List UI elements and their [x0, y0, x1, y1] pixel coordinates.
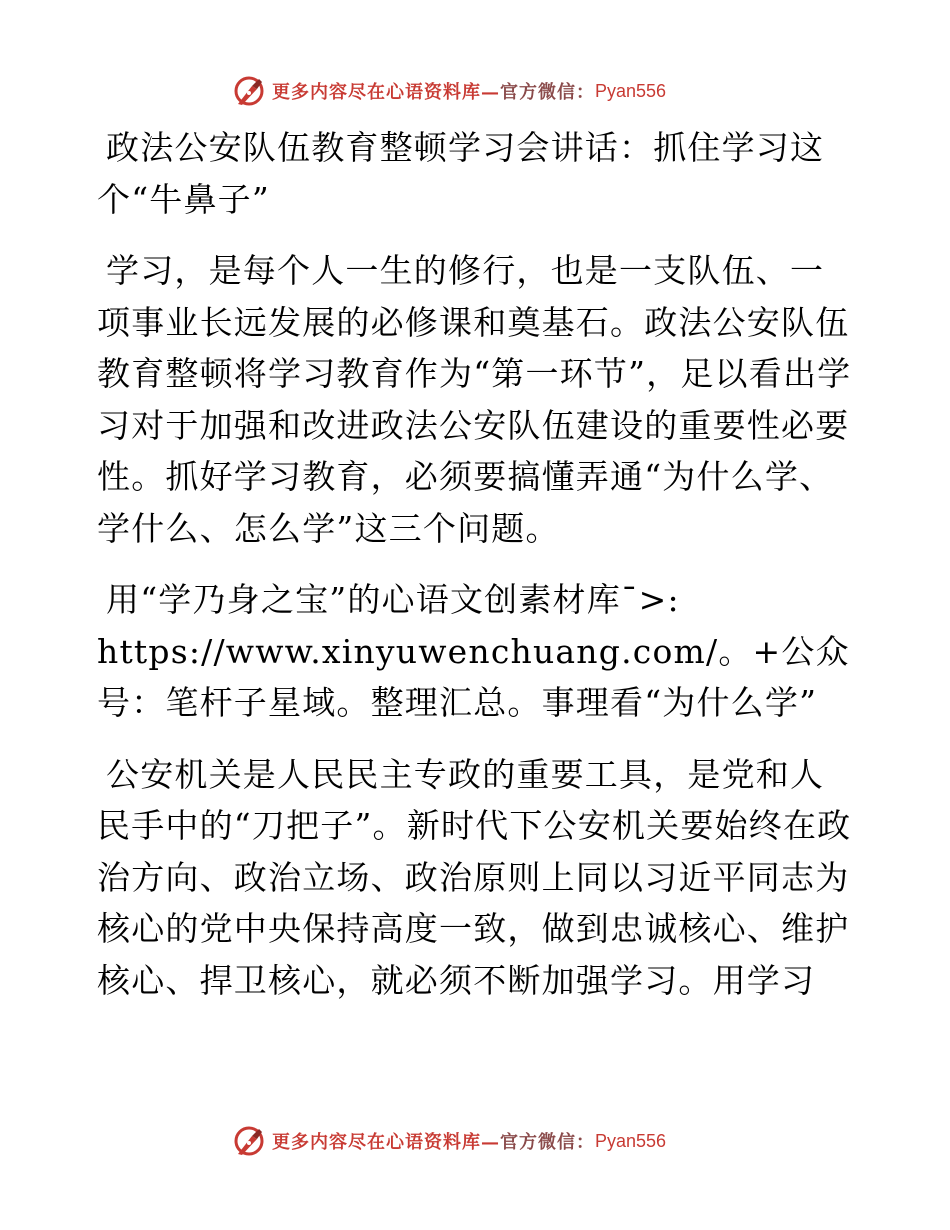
- pen-nib-logo-icon: [232, 74, 266, 108]
- banner-main-text: 更多内容尽在心语资料库—: [272, 1132, 500, 1153]
- banner-wechat-id: Pyan556: [595, 80, 667, 101]
- banner-wechat-label: 官方微信：: [500, 1132, 595, 1153]
- document-body: [97, 122, 857, 1006]
- banner-wechat-id: Pyan556: [595, 1130, 667, 1151]
- paragraph-3: 公安机关是人民民主专政的重要工具，是党和人民手中的“刀把子”。新时代下公安机关要始终在政治方向、政治立场、政治原则上同以习近平同志为核心的党中央保持高度一致，做到忠诚核心、维护核心、捍卫核心，就必须不断加强学习。用学习: [97, 754, 852, 1000]
- document-title: 政法公安队伍教育整顿学习会讲话：抓住学习这个“牛鼻子”: [97, 128, 825, 219]
- header-banner: [232, 73, 666, 109]
- footer-banner: [232, 1123, 666, 1159]
- banner-wechat-label: 官方微信：: [500, 82, 595, 103]
- paragraph-1: 学习，是每个人一生的修行，也是一支队伍、一项事业长远发展的必修课和奠基石。政法公安队伍教育整顿将学习教育作为“第一环节”，足以看出学习对于加强和改进政法公安队伍建设的重要性必要性。抓好学习教育，必须要搞懂弄通“为什么学、学什么、怎么学”这三个问题。: [97, 251, 852, 548]
- paragraph-2: 用“学乃身之宝”的心语文创素材库¯>: https://www.xinyuwenchuang.com/。+公众号：笔杆子星域。整理汇总。事理看“为什么学”: [97, 580, 850, 722]
- pen-nib-logo-icon: [232, 1124, 266, 1158]
- banner-main-text: 更多内容尽在心语资料库—: [272, 82, 500, 103]
